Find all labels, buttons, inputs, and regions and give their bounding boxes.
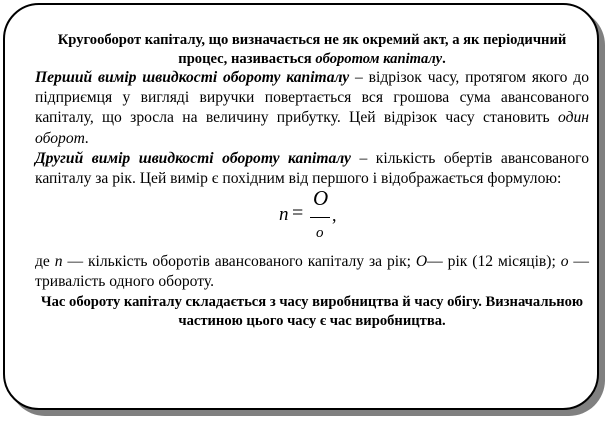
legend-part-2: — кількість оборотів авансованого капіталу за рік; — [62, 253, 416, 271]
intro-end: . — [442, 50, 446, 67]
definition-card — [3, 3, 599, 410]
second-dimension-paragraph — [35, 149, 589, 189]
intro-term: оборотом капіталу — [315, 50, 443, 67]
formula-legend — [35, 252, 589, 292]
formula-numerator: O — [313, 186, 329, 211]
intro-paragraph — [35, 31, 589, 68]
formula-comma: , — [332, 205, 337, 226]
intro-text: Кругооборот капіталу, що визначається не як окремий акт, а як періодичний процес, називається — [57, 32, 567, 67]
card-content — [35, 31, 589, 331]
second-dimension-term: Другий вимір швидкості обороту капіталу — [35, 149, 351, 167]
legend-part-4: — тривалість одного обороту. — [35, 253, 589, 291]
formula-denominator: o — [316, 225, 324, 242]
legend-part-1: де — [35, 253, 55, 271]
legend-var-year: О — [415, 253, 428, 271]
first-dimension-text: – відрізок часу, протягом якого до підприємця у вигляді виручки повертається вся грошова сума авансованого капіталу, що зросла на величину прибутку. Цей відрізок часу становить — [35, 69, 590, 127]
second-dimension-text: – кількість обертів авансованого капіталу за рік. Цей вимір є похідним від першого і відображається формулою: — [35, 149, 589, 188]
formula-lhs: n — [279, 204, 289, 226]
first-dimension-paragraph — [35, 68, 589, 149]
formula-fraction-bar — [310, 217, 330, 218]
conclusion-paragraph: Час обороту капіталу складається з часу виробництва й часу обігу. Визначальною частиною цього часу є час виробництва. — [40, 293, 584, 329]
legend-var-duration: о — [560, 253, 569, 271]
first-dimension-term: Перший вимір швидкості обороту капіталу — [35, 69, 350, 86]
legend-var-n: n — [54, 253, 63, 271]
formula-equals: = — [292, 202, 304, 225]
first-dimension-italic: один оборот. — [35, 109, 589, 147]
turnover-formula — [35, 186, 589, 249]
legend-part-3: — рік (12 місяців); — [427, 253, 561, 271]
